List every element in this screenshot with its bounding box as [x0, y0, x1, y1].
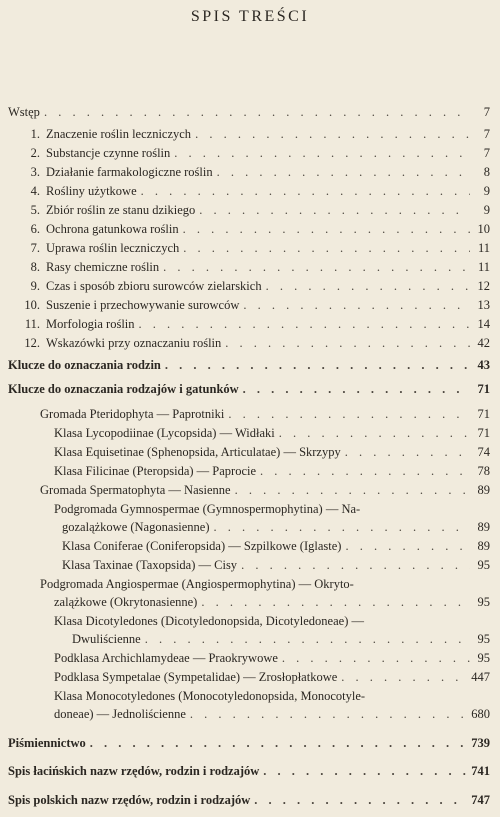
toc-page-number: 11	[477, 260, 490, 274]
toc-entry-intro-5[interactable]	[12, 202, 490, 218]
toc-entry-pismiennictwo[interactable]	[8, 735, 490, 751]
toc-entry-dicotyledones-line1[interactable]: Klasa Dicotyledones (Dicotyledonopsida, Dicotyledoneae) —	[54, 614, 364, 628]
toc-entry-label: Rośliny użytkowe	[46, 184, 137, 198]
toc-entry-lycopodiinae[interactable]	[54, 425, 490, 441]
toc-item-number: 5.	[30, 203, 40, 217]
leader-dots	[141, 183, 470, 199]
leader-dots	[183, 240, 470, 256]
toc-page-number: 71	[477, 426, 490, 440]
toc-page-number: 71	[477, 382, 490, 396]
toc-page-number: 95	[477, 595, 490, 609]
toc-entry-label: Klasa Filicinae (Pteropsida) — Paprocie	[54, 464, 257, 478]
toc-page-number: 747	[471, 793, 490, 807]
toc-entry-gymnospermae-line1[interactable]: Podgromada Gymnospermae (Gymnospermophytina) — Na-	[54, 502, 361, 516]
toc-item-number: 1.	[30, 127, 40, 141]
toc-entry-label: Piśmiennictwo	[8, 736, 86, 750]
toc-entry-intro-10[interactable]	[12, 297, 490, 313]
toc-entry-intro-1[interactable]	[12, 126, 490, 142]
leader-dots	[279, 425, 470, 441]
toc-entry-angiospermae[interactable]	[54, 594, 490, 610]
toc-entry-taxinae[interactable]	[62, 557, 490, 573]
toc-entry-intro-7[interactable]	[12, 240, 490, 256]
toc-entry-klucze-rodzajow[interactable]	[8, 381, 490, 397]
toc-page-number: 10	[477, 222, 490, 236]
toc-page-number: 7	[483, 127, 490, 141]
toc-entry-intro-4[interactable]	[12, 183, 490, 199]
toc-page-number: 89	[477, 539, 490, 553]
toc-page-number: 9	[483, 184, 490, 198]
toc-entry-label: Działanie farmakologiczne roślin	[46, 165, 213, 179]
toc-entry-label: Klasa Lycopodiinae (Lycopsida) — Widłaki	[54, 426, 275, 440]
toc-entry-label: Podklasa Sympetalae (Sympetalidae) — Zrosłopłatkowe	[54, 670, 338, 684]
leader-dots	[195, 126, 470, 142]
toc-item-number: 7.	[30, 241, 40, 255]
leader-dots	[145, 631, 470, 647]
toc-item-number: 12.	[24, 336, 40, 350]
leader-dots	[199, 202, 470, 218]
toc-entry-pteridophyta[interactable]	[40, 406, 490, 422]
leader-dots	[201, 594, 470, 610]
toc-page-number: 7	[483, 146, 490, 160]
leader-dots	[228, 406, 470, 422]
toc-entry-sympetalae[interactable]	[54, 669, 490, 685]
toc-entry-label: Klucze do oznaczania rodzin	[8, 358, 161, 372]
toc-entry-filicinae[interactable]	[54, 463, 490, 479]
toc-entry-label: Spis łacińskich nazw rzędów, rodzin i rodzajów	[8, 764, 260, 778]
toc-entry-coniferae[interactable]	[62, 538, 490, 554]
toc-entry-angiospermae-line1[interactable]: Podgromada Angiospermae (Angiospermophytina) — Okryto-	[40, 577, 354, 591]
toc-entry-label: Morfologia roślin	[46, 317, 135, 331]
leader-dots	[174, 145, 470, 161]
leader-dots	[243, 297, 470, 313]
toc-entry-label: Dwuliścienne	[72, 632, 141, 646]
toc-page-number: 12	[477, 279, 490, 293]
toc-entry-label: doneae) — Jednoliścienne	[54, 707, 186, 721]
toc-item-number: 11.	[24, 317, 40, 331]
toc-entry-label: zalążkowe (Okrytonasienne)	[54, 595, 198, 609]
toc-entry-label: Ochrona gatunkowa roślin	[46, 222, 179, 236]
leader-dots	[345, 444, 470, 460]
leader-dots	[243, 381, 470, 397]
toc-entry-dicotyledones[interactable]	[72, 631, 490, 647]
leader-dots	[44, 104, 470, 120]
leader-dots	[254, 792, 467, 808]
toc-page-number: 95	[477, 651, 490, 665]
toc-item-number: 2.	[30, 146, 40, 160]
toc-entry-label: Podklasa Archichlamydeae — Praokrywowe	[54, 651, 278, 665]
leader-dots	[183, 221, 470, 237]
toc-page-number: 43	[477, 358, 490, 372]
toc-entry-label: Substancje czynne roślin	[46, 146, 171, 160]
toc-entry-label: gozalążkowe (Nagonasienne)	[62, 520, 210, 534]
toc-page-number: 14	[477, 317, 490, 331]
leader-dots	[235, 482, 470, 498]
toc-page-number: 74	[477, 445, 490, 459]
toc-entry-archichlamydeae[interactable]	[54, 650, 490, 666]
toc-page-number: 71	[477, 407, 490, 421]
toc-page-number: 89	[477, 483, 490, 497]
toc-entry-label: Klucze do oznaczania rodzajów i gatunków	[8, 382, 239, 396]
toc-page-number: 741	[471, 764, 490, 778]
leader-dots	[190, 706, 467, 722]
leader-dots	[282, 650, 470, 666]
toc-entry-monocotyledones-line1[interactable]: Klasa Monocotyledones (Monocotyledonopsida, Monocotyle-	[54, 689, 366, 703]
toc-item-number: 3.	[30, 165, 40, 179]
leader-dots	[225, 335, 470, 351]
leader-dots	[163, 259, 470, 275]
toc-page-number: 13	[477, 298, 490, 312]
toc-entry-label: Uprawa roślin leczniczych	[46, 241, 180, 255]
toc-entry-intro-6[interactable]	[12, 221, 490, 237]
toc-item-number: 4.	[30, 184, 40, 198]
leader-dots	[165, 357, 470, 373]
toc-page-number: 89	[477, 520, 490, 534]
toc-entry-label: Zbiór roślin ze stanu dzikiego	[46, 203, 196, 217]
toc-entry-intro-11[interactable]	[12, 316, 490, 332]
toc-item-number: 6.	[30, 222, 40, 236]
toc-entry-equisetinae[interactable]	[54, 444, 490, 460]
toc-entry-gymnospermae[interactable]	[62, 519, 490, 535]
leader-dots	[263, 763, 467, 779]
leader-dots	[341, 669, 467, 685]
toc-entry-label: Znaczenie roślin leczniczych	[46, 127, 192, 141]
toc-entry-intro-9[interactable]	[12, 278, 490, 294]
toc-page-number: 680	[471, 707, 490, 721]
toc-entry-label: Spis polskich nazw rzędów, rodzin i rodzajów	[8, 793, 251, 807]
leader-dots	[241, 557, 470, 573]
toc-page-number: 739	[471, 736, 490, 750]
toc-entry-monocotyledones[interactable]	[54, 706, 490, 722]
toc-entry-spis-lacinskich[interactable]	[8, 763, 490, 779]
toc-entry-label: Klasa Taxinae (Taxopsida) — Cisy	[62, 558, 238, 572]
page-title: SPIS TREŚCI	[190, 8, 310, 25]
toc-entry-label: Wstęp	[8, 105, 40, 119]
toc-item-number: 9.	[30, 279, 40, 293]
toc-entry-intro-12[interactable]	[12, 335, 490, 351]
toc-entry-intro-8[interactable]	[12, 259, 490, 275]
toc-page-number: 42	[477, 336, 490, 350]
leader-dots	[90, 735, 467, 751]
toc-entry-intro-3[interactable]	[12, 164, 490, 180]
toc-entry-wstep[interactable]	[8, 104, 490, 120]
toc-page-number: 7	[483, 105, 490, 119]
leader-dots	[139, 316, 470, 332]
toc-entry-klucze-rodzin[interactable]	[8, 357, 490, 373]
toc-entry-spermatophyta[interactable]	[40, 482, 490, 498]
leader-dots	[217, 164, 470, 180]
toc-page-number: 11	[477, 241, 490, 255]
leader-dots	[214, 519, 471, 535]
toc-page-number: 8	[483, 165, 490, 179]
toc-entry-label: Rasy chemiczne roślin	[46, 260, 160, 274]
toc-entry-label: Gromada Pteridophyta — Paprotniki	[40, 407, 225, 421]
toc-entry-label: Gromada Spermatophyta — Nasienne	[40, 483, 231, 497]
toc-entry-label: Suszenie i przechowywanie surowców	[46, 298, 240, 312]
toc-page-number: 447	[471, 670, 490, 684]
toc-entry-label: Wskazówki przy oznaczaniu roślin	[46, 336, 222, 350]
toc-entry-label: Klasa Coniferae (Coniferopsida) — Szpilkowe (Iglaste)	[62, 539, 342, 553]
toc-page-number: 95	[477, 558, 490, 572]
toc-page-number: 9	[483, 203, 490, 217]
toc-item-number: 8.	[30, 260, 40, 274]
leader-dots	[345, 538, 470, 554]
leader-dots	[266, 278, 470, 294]
toc-page-number: 78	[477, 464, 490, 478]
toc-entry-intro-2[interactable]	[12, 145, 490, 161]
toc-item-number: 10.	[24, 298, 40, 312]
toc-entry-label: Klasa Equisetinae (Sphenopsida, Articulatae) — Skrzypy	[54, 445, 341, 459]
leader-dots	[260, 463, 470, 479]
toc-page-number: 95	[477, 632, 490, 646]
toc-entry-label: Czas i sposób zbioru surowców zielarskich	[46, 279, 262, 293]
toc-entry-spis-polskich[interactable]	[8, 792, 490, 808]
